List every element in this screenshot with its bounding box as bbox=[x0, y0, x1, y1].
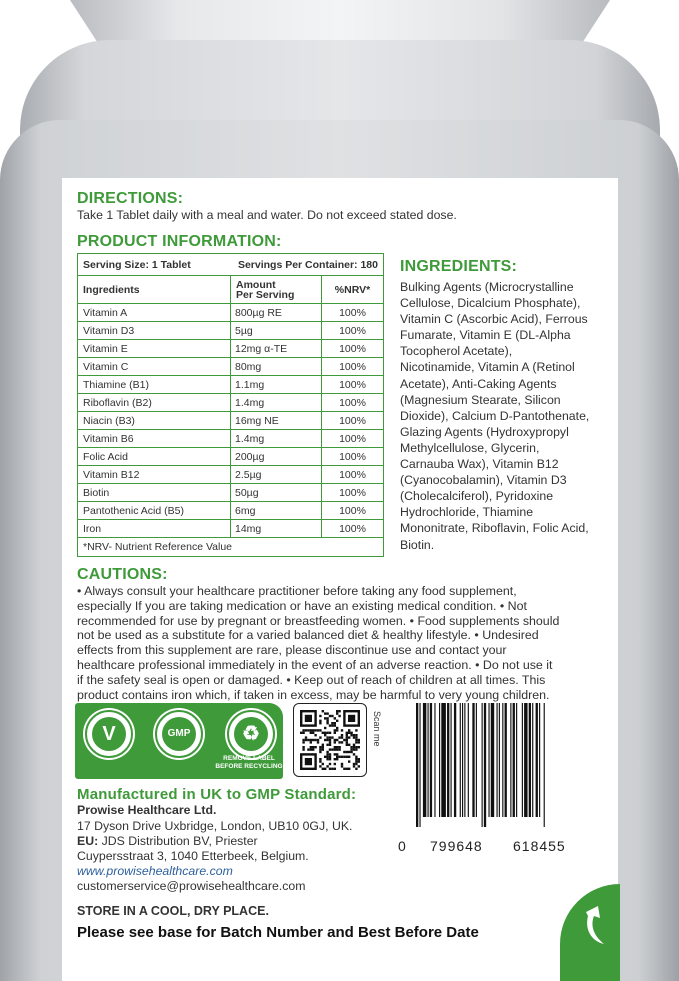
serving-row bbox=[78, 254, 384, 276]
scan-me-label: Scan me bbox=[372, 711, 382, 747]
cautions-line: effects from this supplement are rare, please discontinue use and contact your bbox=[77, 643, 507, 658]
ingredients-line: Tocopherol Acetate), bbox=[400, 344, 513, 359]
ingredients-line: Vitamin C (Ascorbic Acid), Ferrous bbox=[400, 312, 588, 327]
certification-badges bbox=[75, 703, 283, 779]
ingredients-line: Carnauba Wax), Vitamin B12 bbox=[400, 457, 559, 472]
cautions-line: not be used as a substitute for a varied balanced diet & healthy lifestyle. • Undesired bbox=[77, 628, 539, 643]
ingredients-line: Biotin. bbox=[400, 537, 435, 552]
nutrient-amount: 5µg bbox=[231, 322, 322, 340]
eu-label: EU: bbox=[77, 834, 99, 848]
barcode-digit-first: 0 bbox=[398, 838, 407, 854]
cautions-title: CAUTIONS: bbox=[77, 566, 168, 583]
table-row bbox=[78, 376, 384, 394]
table-row bbox=[78, 412, 384, 430]
ingredients-line: Acetate), Anti-Caking Agents bbox=[400, 376, 557, 391]
header-amount-line1: Amount bbox=[236, 278, 276, 291]
directions-text: Take 1 Tablet daily with a meal and water. Do not exceed stated dose. bbox=[77, 208, 457, 222]
nutrient-nrv: 100% bbox=[322, 322, 384, 340]
nutrient-amount: 16mg NE bbox=[231, 412, 322, 430]
header-amount-line2: Per Serving bbox=[236, 288, 295, 301]
manufacturer-company: Prowise Healthcare Ltd. bbox=[77, 803, 217, 817]
nutrient-nrv: 100% bbox=[322, 340, 384, 358]
ingredients-line: Bulking Agents (Microcrystalline bbox=[400, 280, 574, 294]
table-row bbox=[78, 484, 384, 502]
table-footnote-row bbox=[78, 538, 384, 557]
cautions-text bbox=[77, 584, 617, 702]
nutrient-name: Vitamin D3 bbox=[78, 322, 231, 340]
nutrient-nrv: 100% bbox=[322, 448, 384, 466]
gmp-badge bbox=[155, 710, 203, 758]
product-information-title: PRODUCT INFORMATION: bbox=[77, 233, 282, 250]
nutrient-amount: 6mg bbox=[231, 502, 322, 520]
nutrient-nrv: 100% bbox=[322, 520, 384, 538]
website-link[interactable]: www.prowisehealthcare.com bbox=[77, 864, 233, 878]
cautions-line: especially If you are taking medication or have an existing medical condition. • Not bbox=[77, 598, 527, 613]
barcode-digits-right: 618455 bbox=[513, 838, 566, 854]
eu-address-1: JDS Distribution BV, Priester bbox=[101, 834, 258, 848]
nutrient-nrv: 100% bbox=[322, 430, 384, 448]
barcode-icon bbox=[412, 703, 584, 827]
ingredients-line: Dioxide), Calcium D-Pantothenate, bbox=[400, 408, 590, 423]
qr-code[interactable] bbox=[293, 703, 367, 777]
nutrient-nrv: 100% bbox=[322, 376, 384, 394]
ingredients-line: Cellulose, Dicalcium Phosphate), bbox=[400, 296, 581, 311]
nutrient-nrv: 100% bbox=[322, 466, 384, 484]
nutrient-name: Pantothenic Acid (B5) bbox=[78, 502, 231, 520]
nutrient-nrv: 100% bbox=[322, 502, 384, 520]
nutrient-name: Thiamine (B1) bbox=[78, 376, 231, 394]
cautions-line: healthcare professional immediately in the event of an adverse reaction. • Do not use it bbox=[77, 657, 553, 672]
vegetarian-icon: V bbox=[92, 717, 126, 751]
ingredients-line: (Magnesium Stearate, Silicon bbox=[400, 392, 561, 407]
nutrient-name: Vitamin E bbox=[78, 340, 231, 358]
nutrient-nrv: 100% bbox=[322, 412, 384, 430]
nutrient-name: Riboflavin (B2) bbox=[78, 394, 231, 412]
nutrient-nrv: 100% bbox=[322, 394, 384, 412]
batch-note: Please see base for Batch Number and Best Before Date bbox=[77, 924, 479, 941]
ingredients-line: Fumarate, Vitamin E (DL-Alpha bbox=[400, 328, 571, 343]
email-address[interactable]: customerservice@prowisehealthcare.com bbox=[77, 879, 306, 893]
header-ingredients: Ingredients bbox=[78, 276, 231, 304]
nutrient-amount: 80mg bbox=[231, 358, 322, 376]
nutrient-amount: 14mg bbox=[231, 520, 322, 538]
remove-label-note bbox=[215, 755, 283, 771]
nutrient-amount: 1.1mg bbox=[231, 376, 322, 394]
eu-distributor-line1 bbox=[77, 834, 258, 849]
vegetarian-badge bbox=[85, 710, 133, 758]
manufacturer-address: 17 Dyson Drive Uxbridge, London, UB10 0GJ, UK. bbox=[77, 819, 353, 833]
cautions-line: if the safety seal is open or damaged. • Keep out of reach of children at all times. This bbox=[77, 672, 546, 687]
nutrient-name: Vitamin A bbox=[78, 304, 231, 322]
nutrient-name: Vitamin B6 bbox=[78, 430, 231, 448]
table-footnote: *NRV- Nutrient Reference Value bbox=[78, 538, 384, 557]
ingredients-line: Nicotinamide, Vitamin A (Retinol bbox=[400, 360, 575, 375]
nutrient-name: Folic Acid bbox=[78, 448, 231, 466]
barcode-digits-left: 799648 bbox=[430, 838, 483, 854]
nutrient-amount: 1.4mg bbox=[231, 430, 322, 448]
directions-title: DIRECTIONS: bbox=[77, 190, 184, 207]
ingredients-line: Glazing Agents (Hydroxypropyl bbox=[400, 424, 569, 439]
remove-label-line1: REMOVE LABEL bbox=[223, 755, 275, 762]
table-row bbox=[78, 322, 384, 340]
nutrient-name: Vitamin B12 bbox=[78, 466, 231, 484]
arrow-icon bbox=[576, 904, 616, 954]
nutrition-table bbox=[77, 253, 384, 557]
manufacturer-title: Manufactured in UK to GMP Standard: bbox=[77, 786, 357, 803]
nutrient-name: Iron bbox=[78, 520, 231, 538]
nutrient-amount: 50µg bbox=[231, 484, 322, 502]
table-header bbox=[78, 276, 384, 304]
header-nrv: %NRV* bbox=[322, 276, 384, 304]
ingredients-line: Methylcellulose, Glycerin, bbox=[400, 440, 540, 455]
table-row bbox=[78, 430, 384, 448]
ingredients-text bbox=[400, 279, 615, 553]
nutrient-nrv: 100% bbox=[322, 304, 384, 322]
nutrient-amount: 200µg bbox=[231, 448, 322, 466]
ingredients-line: (Cyanocobalamin), Vitamin D3 bbox=[400, 473, 567, 488]
gmp-icon: GMP bbox=[162, 717, 196, 751]
ingredients-line: (Cholecalciferol), Pyridoxine bbox=[400, 489, 554, 504]
table-row bbox=[78, 502, 384, 520]
nutrient-name: Vitamin C bbox=[78, 358, 231, 376]
ingredients-line: Mononitrate, Riboflavin, Folic Acid, bbox=[400, 521, 589, 536]
nutrient-amount: 1.4mg bbox=[231, 394, 322, 412]
cautions-line: recommended for use by pregnant or breastfeeding women. • Food supplements should bbox=[77, 613, 560, 628]
table-row bbox=[78, 466, 384, 484]
table-row bbox=[78, 520, 384, 538]
recycle-badge bbox=[227, 710, 275, 758]
serving-size: Serving Size: 1 Tablet bbox=[83, 258, 191, 271]
cautions-line: • Always consult your healthcare practitioner before taking any food supplement, bbox=[77, 584, 517, 598]
ingredients-line: Hydrochloride, Thiamine bbox=[400, 505, 534, 520]
qr-code-icon bbox=[300, 710, 360, 770]
table-row bbox=[78, 394, 384, 412]
nutrient-name: Niacin (B3) bbox=[78, 412, 231, 430]
ingredients-title: INGREDIENTS: bbox=[400, 258, 518, 275]
nutrient-nrv: 100% bbox=[322, 484, 384, 502]
table-row bbox=[78, 340, 384, 358]
table-row bbox=[78, 304, 384, 322]
table-row bbox=[78, 358, 384, 376]
nutrient-amount: 800µg RE bbox=[231, 304, 322, 322]
nutrient-name: Biotin bbox=[78, 484, 231, 502]
cautions-line: product contains iron which, if taken in excess, may be harmful to very young children. bbox=[77, 687, 550, 702]
storage-note: STORE IN A COOL, DRY PLACE. bbox=[77, 904, 269, 918]
nutrient-amount: 12mg α-TE bbox=[231, 340, 322, 358]
remove-label-line2: BEFORE RECYCLING bbox=[215, 763, 283, 770]
recycle-icon: ♻ bbox=[234, 717, 268, 751]
eu-address-2: Cuypersstraat 3, 1040 Etterbeek, Belgium. bbox=[77, 849, 309, 863]
header-amount bbox=[231, 276, 322, 304]
servings-per-container: Servings Per Container: 180 bbox=[237, 258, 378, 271]
nutrient-amount: 2.5µg bbox=[231, 466, 322, 484]
nutrient-nrv: 100% bbox=[322, 358, 384, 376]
table-row bbox=[78, 448, 384, 466]
